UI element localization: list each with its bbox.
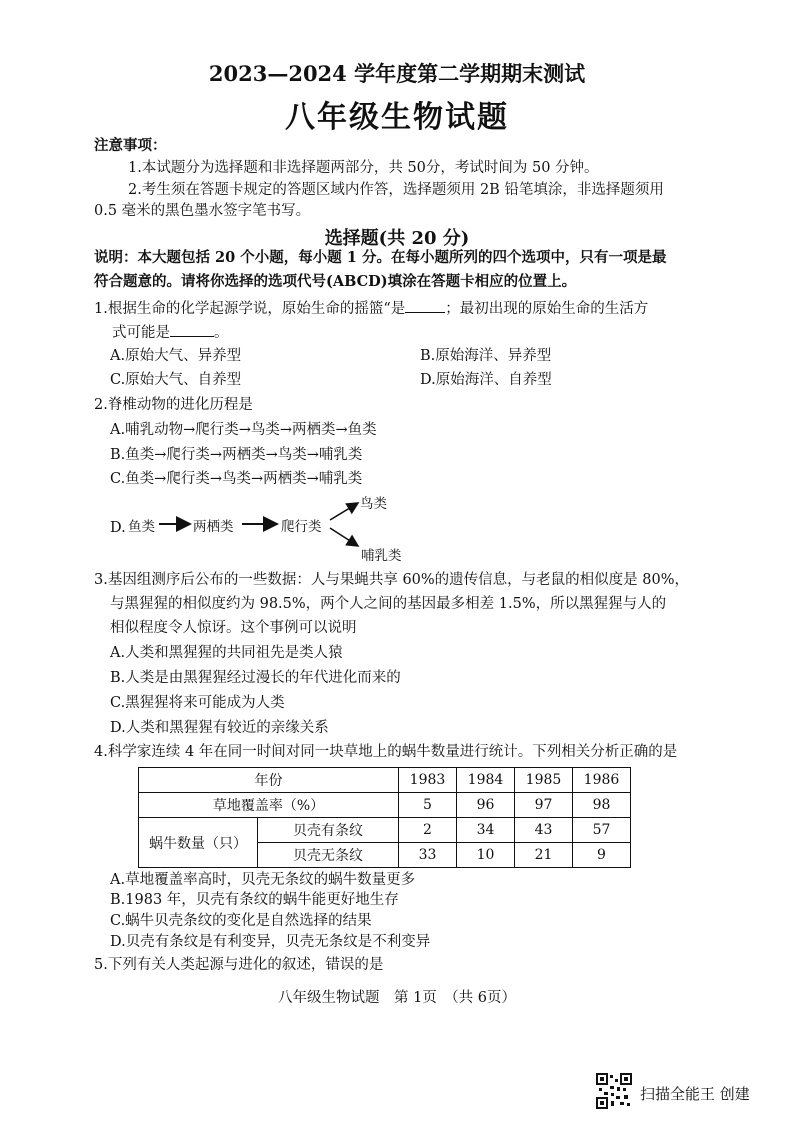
question-1-stem-part1: 1.根据生命的化学起源学说，原始生命的摇篮“是	[94, 301, 406, 317]
table-cell: 57	[573, 818, 631, 843]
question-2-option-c: C.鱼类→爬行类→鸟类→两栖类→哺乳类	[110, 471, 363, 487]
question-3-stem-c: 相似程度令人惊讶。这个事例可以说明	[110, 620, 357, 636]
section-instructions-b: 符合题意的。请将你选择的选项代号(ABCD)填涂在答题卡相应的位置上。	[94, 273, 577, 290]
table-cell: 1986	[573, 768, 631, 793]
diagram-node-reptile: 爬行类	[281, 519, 322, 535]
exam-title-subject: 八年级生物试题	[285, 100, 509, 135]
table-cell: 97	[515, 793, 573, 818]
answer-blank	[405, 298, 445, 313]
question-4-option-d: D.贝壳有条纹是有利变异，贝壳无条纹是不利变异	[110, 934, 431, 950]
section-title: 选择题(共 20 分)	[324, 228, 470, 249]
table-cell: 2	[399, 818, 457, 843]
question-2-stem: 2.脊椎动物的进化历程是	[94, 397, 253, 413]
question-3-option-b: B.人类是由黑猩猩经过漫长的年代进化而来的	[110, 670, 401, 686]
diagram-node-amphibian: 两栖类	[193, 519, 234, 535]
table-row	[139, 818, 631, 843]
diagram-node-bird: 鸟类	[360, 496, 387, 512]
question-1-stem-part2: ；最初出现的原始生命的生活方	[445, 301, 649, 317]
question-2-option-a: A.哺乳动物→爬行类→鸟类→两栖类→鱼类	[110, 422, 377, 438]
question-1-stem-part4: 。	[214, 325, 229, 341]
table-cell: 96	[457, 793, 515, 818]
table-cell: 5	[399, 793, 457, 818]
question-1-stem-a	[94, 298, 648, 319]
question-2-option-d-label: D.	[110, 520, 126, 536]
evolution-arrows-diagram	[150, 490, 370, 560]
table-label-coverage: 草地覆盖率（%）	[139, 793, 399, 818]
table-cell: 9	[573, 843, 631, 868]
section-instructions-a: 说明：本大题包括 20 个小题，每小题 1 分。在每小题所列的四个选项中，只有一项是最	[94, 249, 667, 266]
question-1-option-a: A.原始大气、异养型	[110, 348, 242, 364]
notice-heading: 注意事项：	[94, 137, 167, 154]
question-3-option-d: D.人类和黑猩猩有较近的亲缘关系	[110, 720, 329, 736]
table-cell: 33	[399, 843, 457, 868]
question-3-option-c: C.黑猩猩将来可能成为人类	[110, 695, 285, 711]
table-cell: 34	[457, 818, 515, 843]
table-cell: 21	[515, 843, 573, 868]
table-cell: 1984	[457, 768, 515, 793]
diagram-node-fish: 鱼类	[128, 519, 155, 535]
exam-title-term: 2023—2024 学年度第二学期期末测试	[208, 61, 586, 86]
table-label-striped: 贝壳有条纹	[258, 818, 399, 843]
qr-code-icon	[596, 1073, 632, 1109]
table-cell: 1983	[399, 768, 457, 793]
diagram-node-mammal: 哺乳类	[361, 548, 402, 564]
table-row	[139, 768, 631, 793]
question-2-option-b: B.鱼类→爬行类→两栖类→鸟类→哺乳类	[110, 447, 363, 463]
notice-item-2b: 0.5 毫米的黑色墨水签字笔书写。	[94, 203, 311, 219]
table-header-year: 年份	[139, 768, 399, 793]
arrow-reptile-to-bird	[330, 503, 358, 520]
table-cell: 98	[573, 793, 631, 818]
question-1-option-d: D.原始海洋、自养型	[420, 372, 552, 388]
question-5-stem: 5.下列有关人类起源与进化的叙述，错误的是	[94, 957, 384, 973]
table-cell: 43	[515, 818, 573, 843]
scanner-brand-label: 扫描全能王 创建	[640, 1085, 750, 1103]
question-3-stem-a: 3.基因组测序后公布的一些数据：人与果蝇共享 60%的遗传信息，与老鼠的相似度是 80%，	[94, 572, 690, 588]
question-3-option-a: A.人类和黑猩猩的共同祖先是类人猿	[110, 645, 343, 661]
question-4-option-b: B.1983 年，贝壳有条纹的蜗牛能更好地生存	[110, 892, 399, 908]
table-label-snail-count: 蜗牛数量（只）	[139, 818, 258, 868]
question-1-option-b: B.原始海洋、异养型	[420, 348, 552, 364]
page-footer: 八年级生物试题 第 1页 （共 6页）	[278, 990, 516, 1006]
question-4-option-c: C.蜗牛贝壳条纹的变化是自然选择的结果	[110, 913, 372, 929]
notice-item-1: 1.本试题分为选择题和非选择题两部分，共 50分，考试时间为 50 分钟。	[128, 160, 599, 176]
question-1-stem-part3: 式可能是	[112, 325, 170, 341]
snail-count-table	[138, 767, 631, 868]
table-cell: 1985	[515, 768, 573, 793]
question-3-stem-b: 与黑猩猩的相似度约为 98.5%，两个人之间的基因最多相差 1.5%，所以黑猩猩与人的	[110, 596, 667, 612]
table-label-plain: 贝壳无条纹	[258, 843, 399, 868]
question-4-option-a: A.草地覆盖率高时，贝壳无条纹的蜗牛数量更多	[110, 872, 416, 888]
question-1-option-c: C.原始大气、自养型	[110, 372, 242, 388]
table-cell: 10	[457, 843, 515, 868]
notice-item-2a: 2.考生须在答题卡规定的答题区域内作答，选择题须用 2B 铅笔填涂，非选择题须用	[128, 182, 664, 198]
table-row	[139, 793, 631, 818]
arrow-reptile-to-mammal	[330, 528, 358, 546]
question-1-stem-b	[112, 322, 229, 343]
answer-blank	[170, 322, 214, 337]
question-4-stem: 4.科学家连续 4 年在同一时间对同一块草地上的蜗牛数量进行统计。下列相关分析正确的是	[94, 744, 678, 760]
